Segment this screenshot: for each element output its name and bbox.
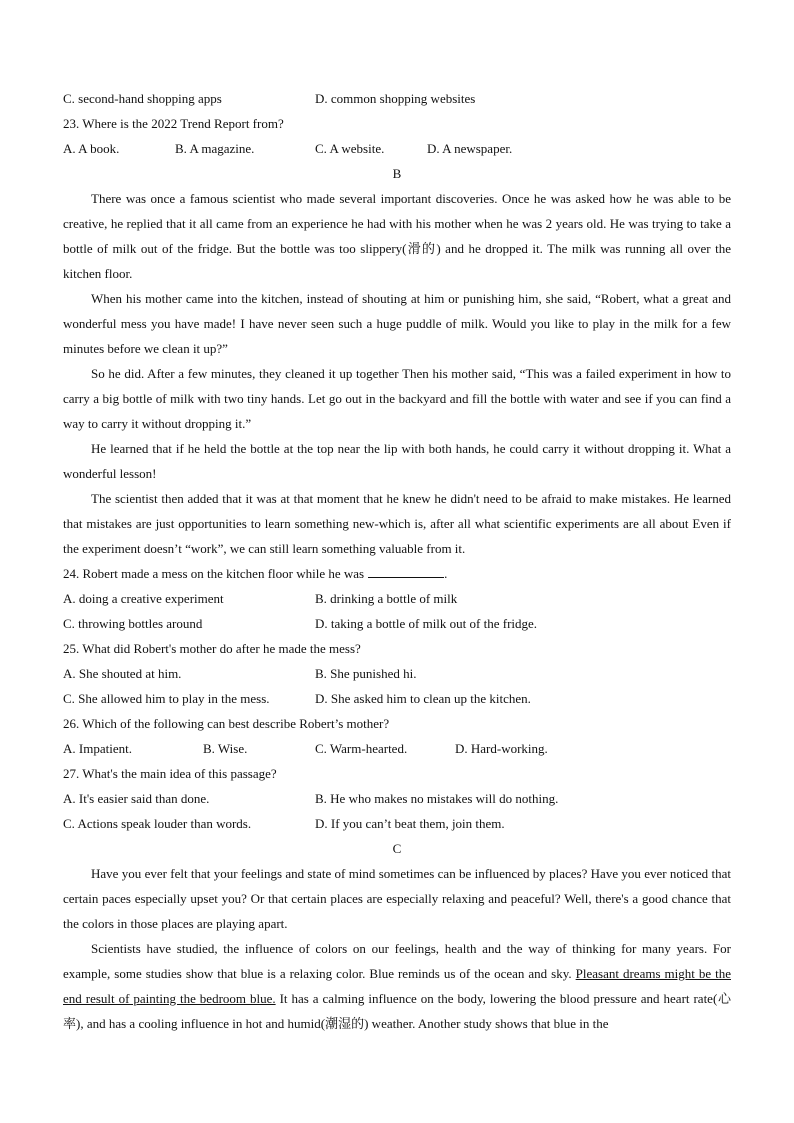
passage-b-paragraph: When his mother came into the kitchen, instead of shouting at him or punishing him, she said, “Robert, what a great and wonderful mess you have made! I have never seen such a huge puddle of milk. Would you like to play in the milk for a few minutes before we clean it up?” [63,291,731,356]
q26-option-c: C. Warm-hearted. [315,741,408,756]
passage-b-paragraph: So he did. After a few minutes, they cleaned it up together Then his mother said, “This was a failed experiment in how to carry a big bottle of milk with two tiny hands. Let go out in the backyard and fill the bottle with water and see if you can find a way to carry it without dropping it.” [63,366,731,431]
q23-option-c: C. A website. [315,141,385,156]
q27-option-b: B. He who makes no mistakes will do nothing. [315,791,559,806]
q25-option-c: C. She allowed him to play in the mess. [63,691,270,706]
q24-option-d: D. taking a bottle of milk out of the fridge. [315,616,538,631]
q24-option-c: C. throwing bottles around [63,616,203,631]
q23-options [63,136,731,161]
passage-c-paragraph: Have you ever felt that your feelings and state of mind sometimes can be influenced by places? Have you ever noticed that certain paces especially upset you? Or that certain places are especially relaxing and peaceful? Well, there's a good chance that the colors in those places are playing apart. [63,866,731,931]
exam-page [63,86,731,1036]
q24-options-ab [63,586,731,611]
section-b-heading: B [392,166,402,181]
q24-option-a: A. doing a creative experiment [63,591,224,606]
passage-b-paragraph: The scientist then added that it was at that moment that he knew he didn't need to be afraid to make mistakes. He learned that mistakes are just opportunities to learn something new-which is, after all what scientific experiments are all about Even if the experiment doesn’t “work”, we can still learn something valuable from it. [63,491,731,556]
q27-option-d: D. If you can’t beat them, join them. [315,816,505,831]
q22-options-cd [63,86,731,111]
q25-options-ab [63,661,731,686]
q22-option-c: C. second-hand shopping apps [63,91,222,106]
passage-c-paragraph [63,936,731,1036]
q24-question-line [63,561,731,586]
q26-options [63,736,731,761]
q24-options-cd [63,611,731,636]
q25-option-d: D. She asked him to clean up the kitchen. [315,691,531,706]
passage-b-paragraph: He learned that if he held the bottle at the top near the lip with both hands, he could carry it without dropping it. What a wonderful lesson! [63,441,731,481]
section-c-heading: C [392,841,402,856]
q24-option-b: B. drinking a bottle of milk [315,591,458,606]
q25-option-b: B. She punished hi. [315,666,417,681]
q27-option-a: A. It's easier said than done. [63,791,210,806]
q25-options-cd [63,686,731,711]
q23-option-a: A. A book. [63,141,120,156]
q27-options-cd [63,811,731,836]
q23-option-d: D. A newspaper. [427,141,513,156]
answer-blank [368,563,444,578]
q23-question: 23. Where is the 2022 Trend Report from? [63,116,284,131]
q27-option-c: C. Actions speak louder than words. [63,816,252,831]
passage-c-text: Scientists have studied, the influence of colors on our feelings, health and the way of thinking for many years. For example, some studies show that blue is a relaxing color. Blue reminds us of the ocean and sky. [63,941,731,981]
q24-question: 24. Robert made a mess on the kitchen floor while he was [63,566,365,581]
q23-option-b: B. A magazine. [175,141,255,156]
q26-question: 26. Which of the following can best describe Robert’s mother? [63,716,390,731]
q22-option-d: D. common shopping websites [315,91,476,106]
q25-question: 25. What did Robert's mother do after he made the mess? [63,641,361,656]
passage-b-paragraph: There was once a famous scientist who made several important discoveries. Once he was asked how he was able to be creative, he replied that it all came from an experience he had with his mother when he was 2 years old. He was trying to take a bottle of milk out of the fridge. But the bottle was too slippery(滑的) and he dropped it. The milk was running all over the kitchen floor. [63,191,731,281]
q24-period: . [444,566,448,581]
q26-option-d: D. Hard-working. [455,741,548,756]
underlined-sentence: Pleasant dreams might be the end result of painting the bedroom blue. [63,966,731,1006]
passage-c-text: It has a calming influence on the body, lowering the blood pressure and heart rate(心率), and has a cooling influence in hot and humid(潮湿的) weather. Another study shows that blue in the [63,991,732,1031]
q25-option-a: A. She shouted at him. [63,666,182,681]
q27-question: 27. What's the main idea of this passage? [63,766,277,781]
q27-options-ab [63,786,731,811]
q26-option-b: B. Wise. [203,741,248,756]
q26-option-a: A. Impatient. [63,741,132,756]
